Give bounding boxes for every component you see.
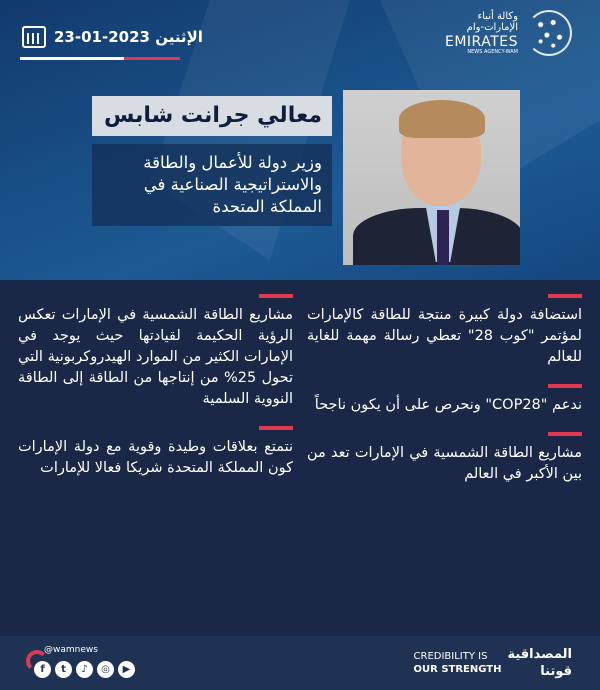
globe-logo-icon	[526, 10, 572, 56]
social-icons	[34, 661, 135, 678]
accent-bar	[548, 294, 582, 298]
person-role: وزير دولة للأعمال والطاقة والاستراتيجية الصناعية في المملكة المتحدة	[92, 144, 332, 226]
logo-arabic-1: وكالة أنباء	[477, 10, 518, 22]
date-underline	[20, 57, 180, 60]
date-display	[22, 26, 203, 48]
portrait-photo	[343, 90, 520, 265]
accent-bar	[259, 426, 293, 430]
profile-text	[92, 96, 332, 226]
instagram-icon[interactable]: ◎	[97, 661, 114, 678]
statement-3: ندعم "COP28" ونحرص على أن يكون ناجحاً	[314, 397, 582, 413]
accent-bar	[259, 294, 293, 298]
calendar-icon	[22, 26, 46, 48]
person-name: معالي جرانت شابس	[92, 96, 332, 136]
social-handle[interactable]: @wamnews	[44, 645, 98, 655]
statements-left-column	[18, 294, 293, 636]
youtube-icon[interactable]: ▶	[118, 661, 135, 678]
slogan-ar-1: المصداقية	[507, 647, 572, 662]
statements-right-column	[307, 294, 582, 636]
statements-panel	[0, 280, 600, 636]
date-label: الإثنين 2023-01-23	[54, 28, 203, 46]
twitter-icon[interactable]: t	[55, 661, 72, 678]
logo-english-sub: NEWS AGENCY-WAM	[467, 48, 518, 55]
wam-logo	[445, 10, 572, 56]
slogan-ar-2: قوتنا	[540, 664, 572, 679]
statement-1: استضافة دولة كبيرة منتجة للطاقة كالإمارات لمؤتمر "كوب 28" تعطي رسالة مهمة للغاية للعالم	[307, 307, 582, 365]
tiktok-icon[interactable]: ♪	[76, 661, 93, 678]
logo-arabic-2: الإمارات-وام	[466, 22, 518, 34]
slogan-en-1: CREDIBILITY IS	[413, 651, 488, 662]
statement-5: نتمتع بعلاقات وطيدة وقوية مع دولة الإمارات كون المملكة المتحدة شريكا فعالا للإمارات	[18, 439, 293, 476]
facebook-icon[interactable]: f	[34, 661, 51, 678]
accent-bar	[548, 432, 582, 436]
slogan-en-2: OUR STRENGTH	[413, 664, 502, 675]
logo-english: EMIRATES	[445, 33, 518, 50]
accent-bar	[548, 384, 582, 388]
statement-2: مشاريع الطاقة الشمسية في الإمارات تعكس الرؤية الحكيمة لقيادتها حيث يوجد في الإمارات الكثير من الموارد الهيدروكربونية التي تحول 25% من إنتاجها من الطاقة إلى الطاقة النووية السلمية	[18, 307, 293, 407]
statement-4: مشاريع الطاقة الشمسية في الإمارات تعد من بين الأكبر في العالم	[307, 445, 582, 482]
slogan	[414, 646, 572, 680]
